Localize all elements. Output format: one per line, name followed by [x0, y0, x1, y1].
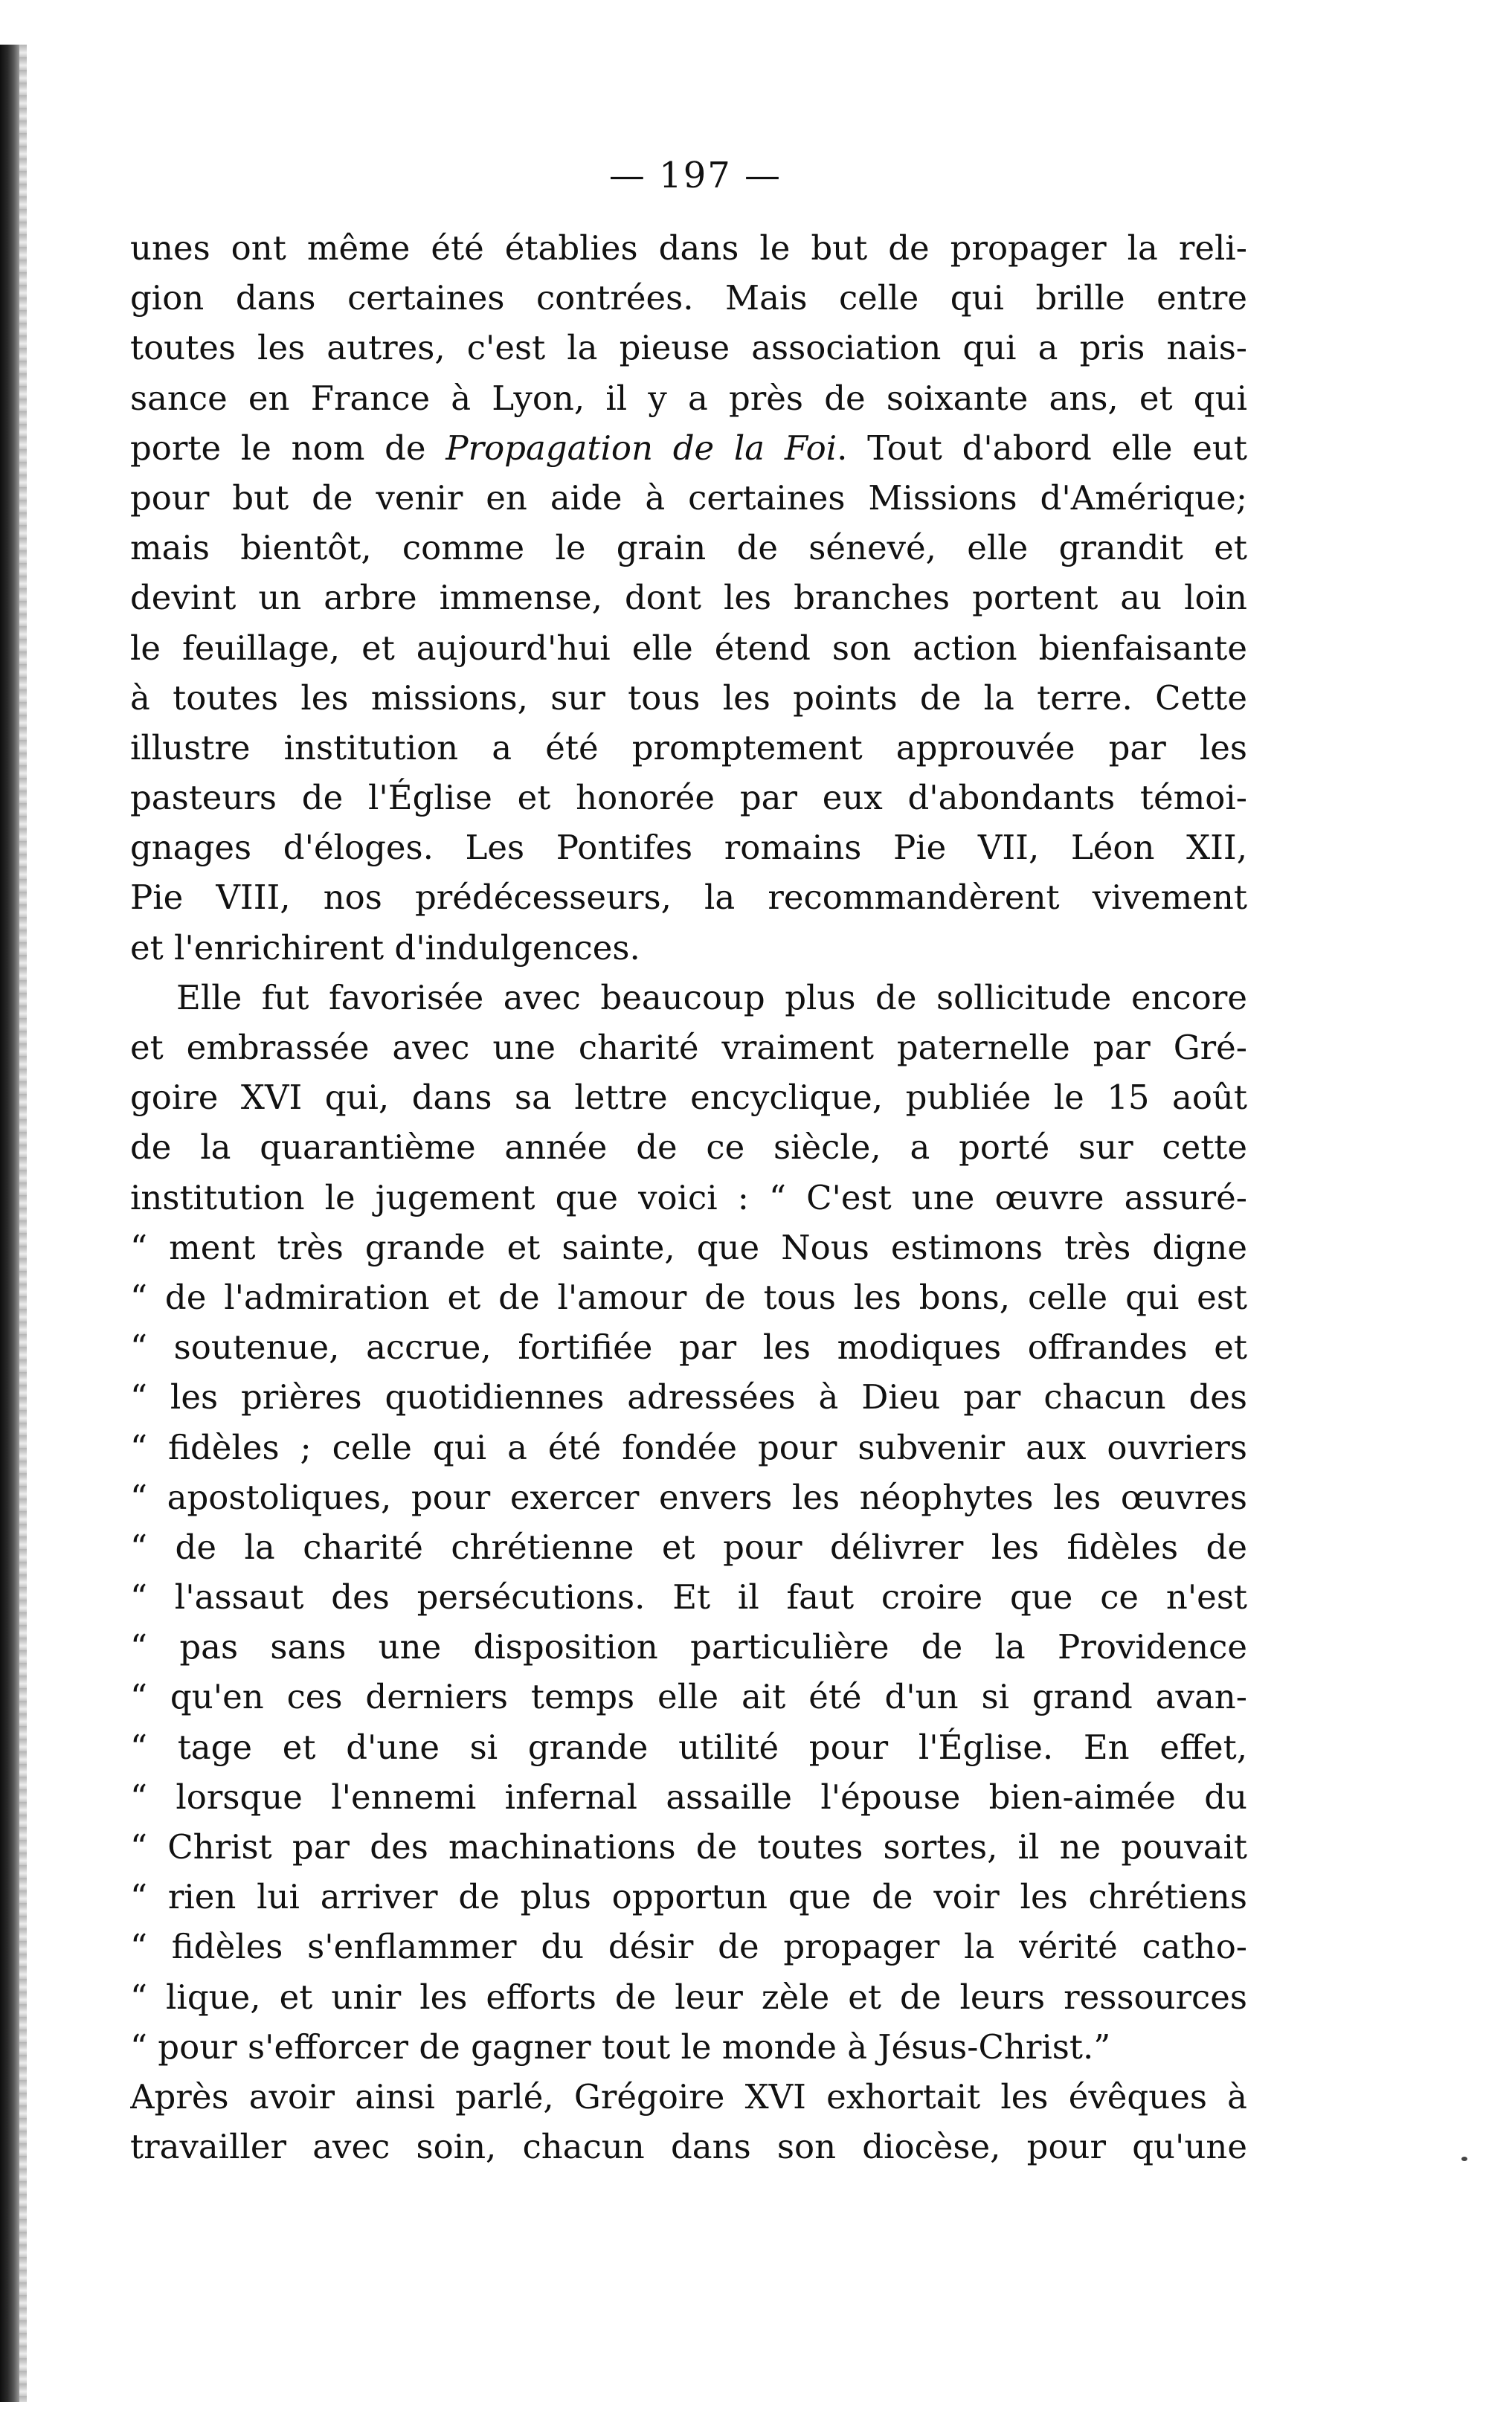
page-number: — 197 —	[608, 155, 782, 196]
quote-line: “ tage et d'une si grande utilité pour l'Église. En effet,	[130, 1727, 1247, 1767]
quote-line: “ fidèles ; celle qui a été fondée pour subvenir aux ouvriers	[130, 1427, 1247, 1467]
quote-line: “ soutenue, accrue, fortifiée par les modiques offrandes et	[130, 1327, 1247, 1368]
text-line: unes ont même été établies dans le but de propager la reli-	[130, 228, 1247, 268]
book-spine-shadow	[0, 45, 19, 2402]
text-line: de la quarantième année de ce siècle, a porté sur cette	[130, 1127, 1247, 1168]
quote-line: “ apostoliques, pour exercer envers les néophytes les œuvres	[130, 1477, 1247, 1517]
text-line: mais bientôt, comme le grain de sénevé, elle grandit et	[130, 528, 1247, 568]
quote-line: “ ment très grande et sainte, que Nous estimons très digne	[130, 1227, 1247, 1267]
text-line: à toutes les missions, sur tous les points de la terre. Cette	[130, 677, 1247, 718]
print-speck	[1461, 2157, 1467, 2161]
text-line: pour but de venir en aide à certaines Missions d'Amérique;	[130, 477, 1247, 518]
text-line: et l'enrichirent d'indulgences.	[130, 927, 640, 968]
quote-line: “ rien lui arriver de plus opportun que de voir les chrétiens	[130, 1877, 1247, 1917]
text-line: gion dans certaines contrées. Mais celle qui brille entre	[130, 278, 1247, 318]
quote-line: “ qu'en ces derniers temps elle ait été d'un si grand avan-	[130, 1677, 1247, 1717]
text-line: et embrassée avec une charité vraiment paternelle par Gré-	[130, 1028, 1247, 1067]
text-line: toutes les autres, c'est la pieuse association qui a pris nais-	[130, 328, 1247, 368]
quote-line: “ fidèles s'enflammer du désir de propager la vérité catho-	[130, 1927, 1247, 1967]
text-line: goire XVI qui, dans sa lettre encyclique, publiée le 15 août	[130, 1078, 1247, 1118]
text-line: gnages d'éloges. Les Pontifes romains Pie VII, Léon XII,	[130, 828, 1247, 868]
quote-line: “ l'assaut des persécutions. Et il faut croire que ce n'est	[130, 1577, 1247, 1617]
text-line: porte le nom de Propagation de la Foi. Tout d'abord elle eut	[130, 428, 1247, 468]
text-line: illustre institution a été promptement approuvée par les	[130, 727, 1247, 767]
text-line: travailler avec soin, chacun dans son diocèse, pour qu'une	[130, 2127, 1247, 2167]
quote-line: “ les prières quotidiennes adressées à Dieu par chacun des	[130, 1377, 1247, 1417]
quote-line: “ pour s'efforcer de gagner tout le monde à Jésus-Christ.”	[130, 2027, 1111, 2067]
text-line: devint un arbre immense, dont les branches portent au loin	[130, 578, 1247, 618]
paragraph-start-line: Elle fut favorisée avec beaucoup plus de sollicitude encore	[176, 977, 1247, 1017]
text-line: Après avoir ainsi parlé, Grégoire XVI exhortait les évêques à	[130, 2076, 1247, 2117]
quote-line: “ de l'admiration et de l'amour de tous les bons, celle qui est	[130, 1277, 1247, 1317]
quote-line: “ de la charité chrétienne et pour délivrer les fidèles de	[130, 1527, 1247, 1567]
text-line: le feuillage, et aujourd'hui elle étend son action bienfaisante	[130, 628, 1247, 668]
quote-line: “ lorsque l'ennemi infernal assaille l'épouse bien-aimée du	[130, 1777, 1247, 1817]
body-text	[130, 223, 1247, 2172]
quote-line: “ Christ par des machinations de toutes sortes, il ne pouvait	[130, 1827, 1247, 1867]
quote-line: “ lique, et unir les efforts de leur zèle et de leurs ressources	[130, 1977, 1247, 2017]
text-line: pasteurs de l'Église et honorée par eux d'abondants témoi-	[130, 778, 1247, 818]
page-edge-fringe	[19, 45, 27, 2402]
work-title: Propagation de la Foi	[445, 428, 837, 468]
quote-line: “ pas sans une disposition particulière de la Providence	[130, 1627, 1247, 1667]
text-line: Pie VIII, nos prédécesseurs, la recommandèrent vivement	[130, 878, 1247, 918]
text-line: institution le jugement que voici : “ C'est une œuvre assuré-	[130, 1177, 1247, 1217]
text-line: sance en France à Lyon, il y a près de soixante ans, et qui	[130, 378, 1247, 418]
